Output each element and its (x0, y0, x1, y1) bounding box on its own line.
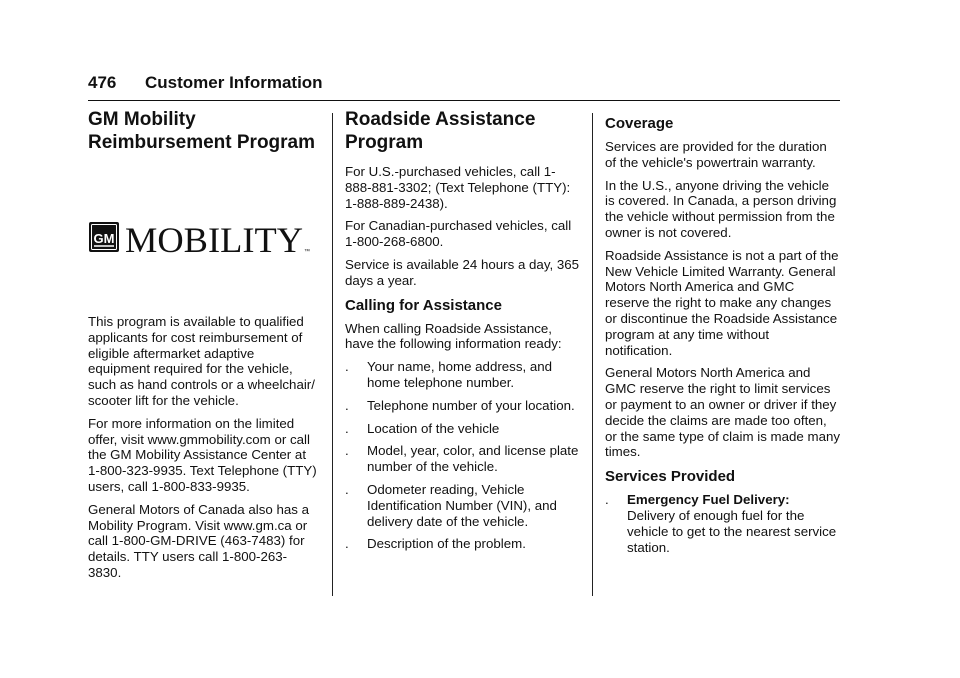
trademark-symbol: ™ (304, 249, 310, 255)
service-title: Emergency Fuel Delivery: (627, 492, 790, 508)
gm-badge-text: GM (93, 231, 115, 246)
bullet: . (345, 359, 349, 375)
bullet: . (345, 397, 349, 413)
bullet: . (345, 420, 349, 436)
list-item-text: Location of the vehicle (367, 420, 500, 436)
list-item (345, 359, 580, 391)
bullet: . (345, 536, 349, 552)
column-coverage (605, 108, 840, 562)
list-item (605, 492, 840, 555)
mobility-paragraph: This program is available to qualified applicants for cost reimbursement of eligible aftermarket adaptive equipment required for the vehicle, such as hand controls or a wheelchair/ scooter lift for the vehicle. (88, 314, 315, 408)
coverage-paragraph: Roadside Assistance is not a part of the New Vehicle Limited Warranty. General Motors North America and GMC reserve the right to make any changes or discontinue the Roadside Assistance program at any time without notification. (605, 247, 839, 358)
service-text: Delivery of enough fuel for the vehicle to get to the nearest service station. (627, 507, 837, 555)
page-number: 476 (88, 73, 117, 92)
list-item (345, 482, 580, 529)
calling-assistance-heading: Calling for Assistance (345, 296, 502, 314)
column-roadside (345, 108, 580, 559)
coverage-heading: Coverage (605, 115, 674, 132)
services-provided-heading: Services Provided (605, 468, 736, 486)
list-item-text: Your name, home address, and home telephone number. (367, 359, 553, 390)
roadside-heading: Roadside Assistance Program (345, 109, 536, 153)
info-list (345, 359, 580, 552)
list-item-text: Odometer reading, Vehicle Identification Number (VIN), and delivery date of the vehicle. (367, 481, 557, 529)
list-item-text: Description of the problem. (367, 536, 526, 552)
coverage-paragraph: Services are provided for the duration of the vehicle's powertrain warranty. (605, 139, 827, 170)
roadside-paragraph: For U.S.-purchased vehicles, call 1-888-881-3302; (Text Telephone (TTY): 1-888-889-2438). (345, 164, 571, 211)
list-item-text: Model, year, color, and license plate number of the vehicle. (367, 443, 579, 475)
bullet: . (345, 481, 349, 497)
list-item (345, 536, 580, 552)
column-mobility (88, 108, 320, 588)
list-item (345, 421, 580, 437)
calling-intro: When calling Roadside Assistance, have the following information ready: (345, 320, 562, 352)
mobility-wordmark: MOBILITY (125, 220, 303, 259)
coverage-paragraph: General Motors North America and GMC reserve the right to limit services or payment to an owner or driver if they decide the claims are made too often, or the same type of claim is made many times. (605, 365, 841, 460)
bullet: . (605, 492, 609, 508)
gm-mobility-logo (88, 164, 320, 314)
list-item (345, 443, 580, 475)
gm-mobility-logo-graphic (88, 219, 314, 259)
list-item (345, 398, 580, 414)
list-item-text: Telephone number of your location. (367, 397, 575, 413)
mobility-paragraph: General Motors of Canada also has a Mobility Program. Visit www.gm.ca or call 1-800-GM-DRIVE (463-7483) for details. TTY users call 1-800-263-3830. (88, 501, 310, 580)
roadside-paragraph: For Canadian-purchased vehicles, call 1-800-268-6800. (345, 218, 572, 250)
mobility-paragraph: For more information on the limited offer, visit www.gmmobility.com or call the GM Mobility Assistance Center at 1-800-323-9935. Text Telephone (TTY) users, call 1-800-833-9935. (88, 415, 317, 494)
section-title: Customer Information (145, 73, 323, 92)
services-list (605, 492, 840, 555)
bullet: . (345, 443, 349, 459)
mobility-heading: GM Mobility Reimbursement Program (88, 109, 316, 153)
column-divider-left (332, 113, 333, 596)
roadside-paragraph: Service is available 24 hours a day, 365 days a year. (345, 256, 580, 288)
column-divider-right (592, 113, 593, 596)
coverage-paragraph: In the U.S., anyone driving the vehicle is covered. In Canada, a person driving the vehicle without permission from the owner is not covered. (605, 177, 837, 240)
page-header (88, 70, 840, 101)
